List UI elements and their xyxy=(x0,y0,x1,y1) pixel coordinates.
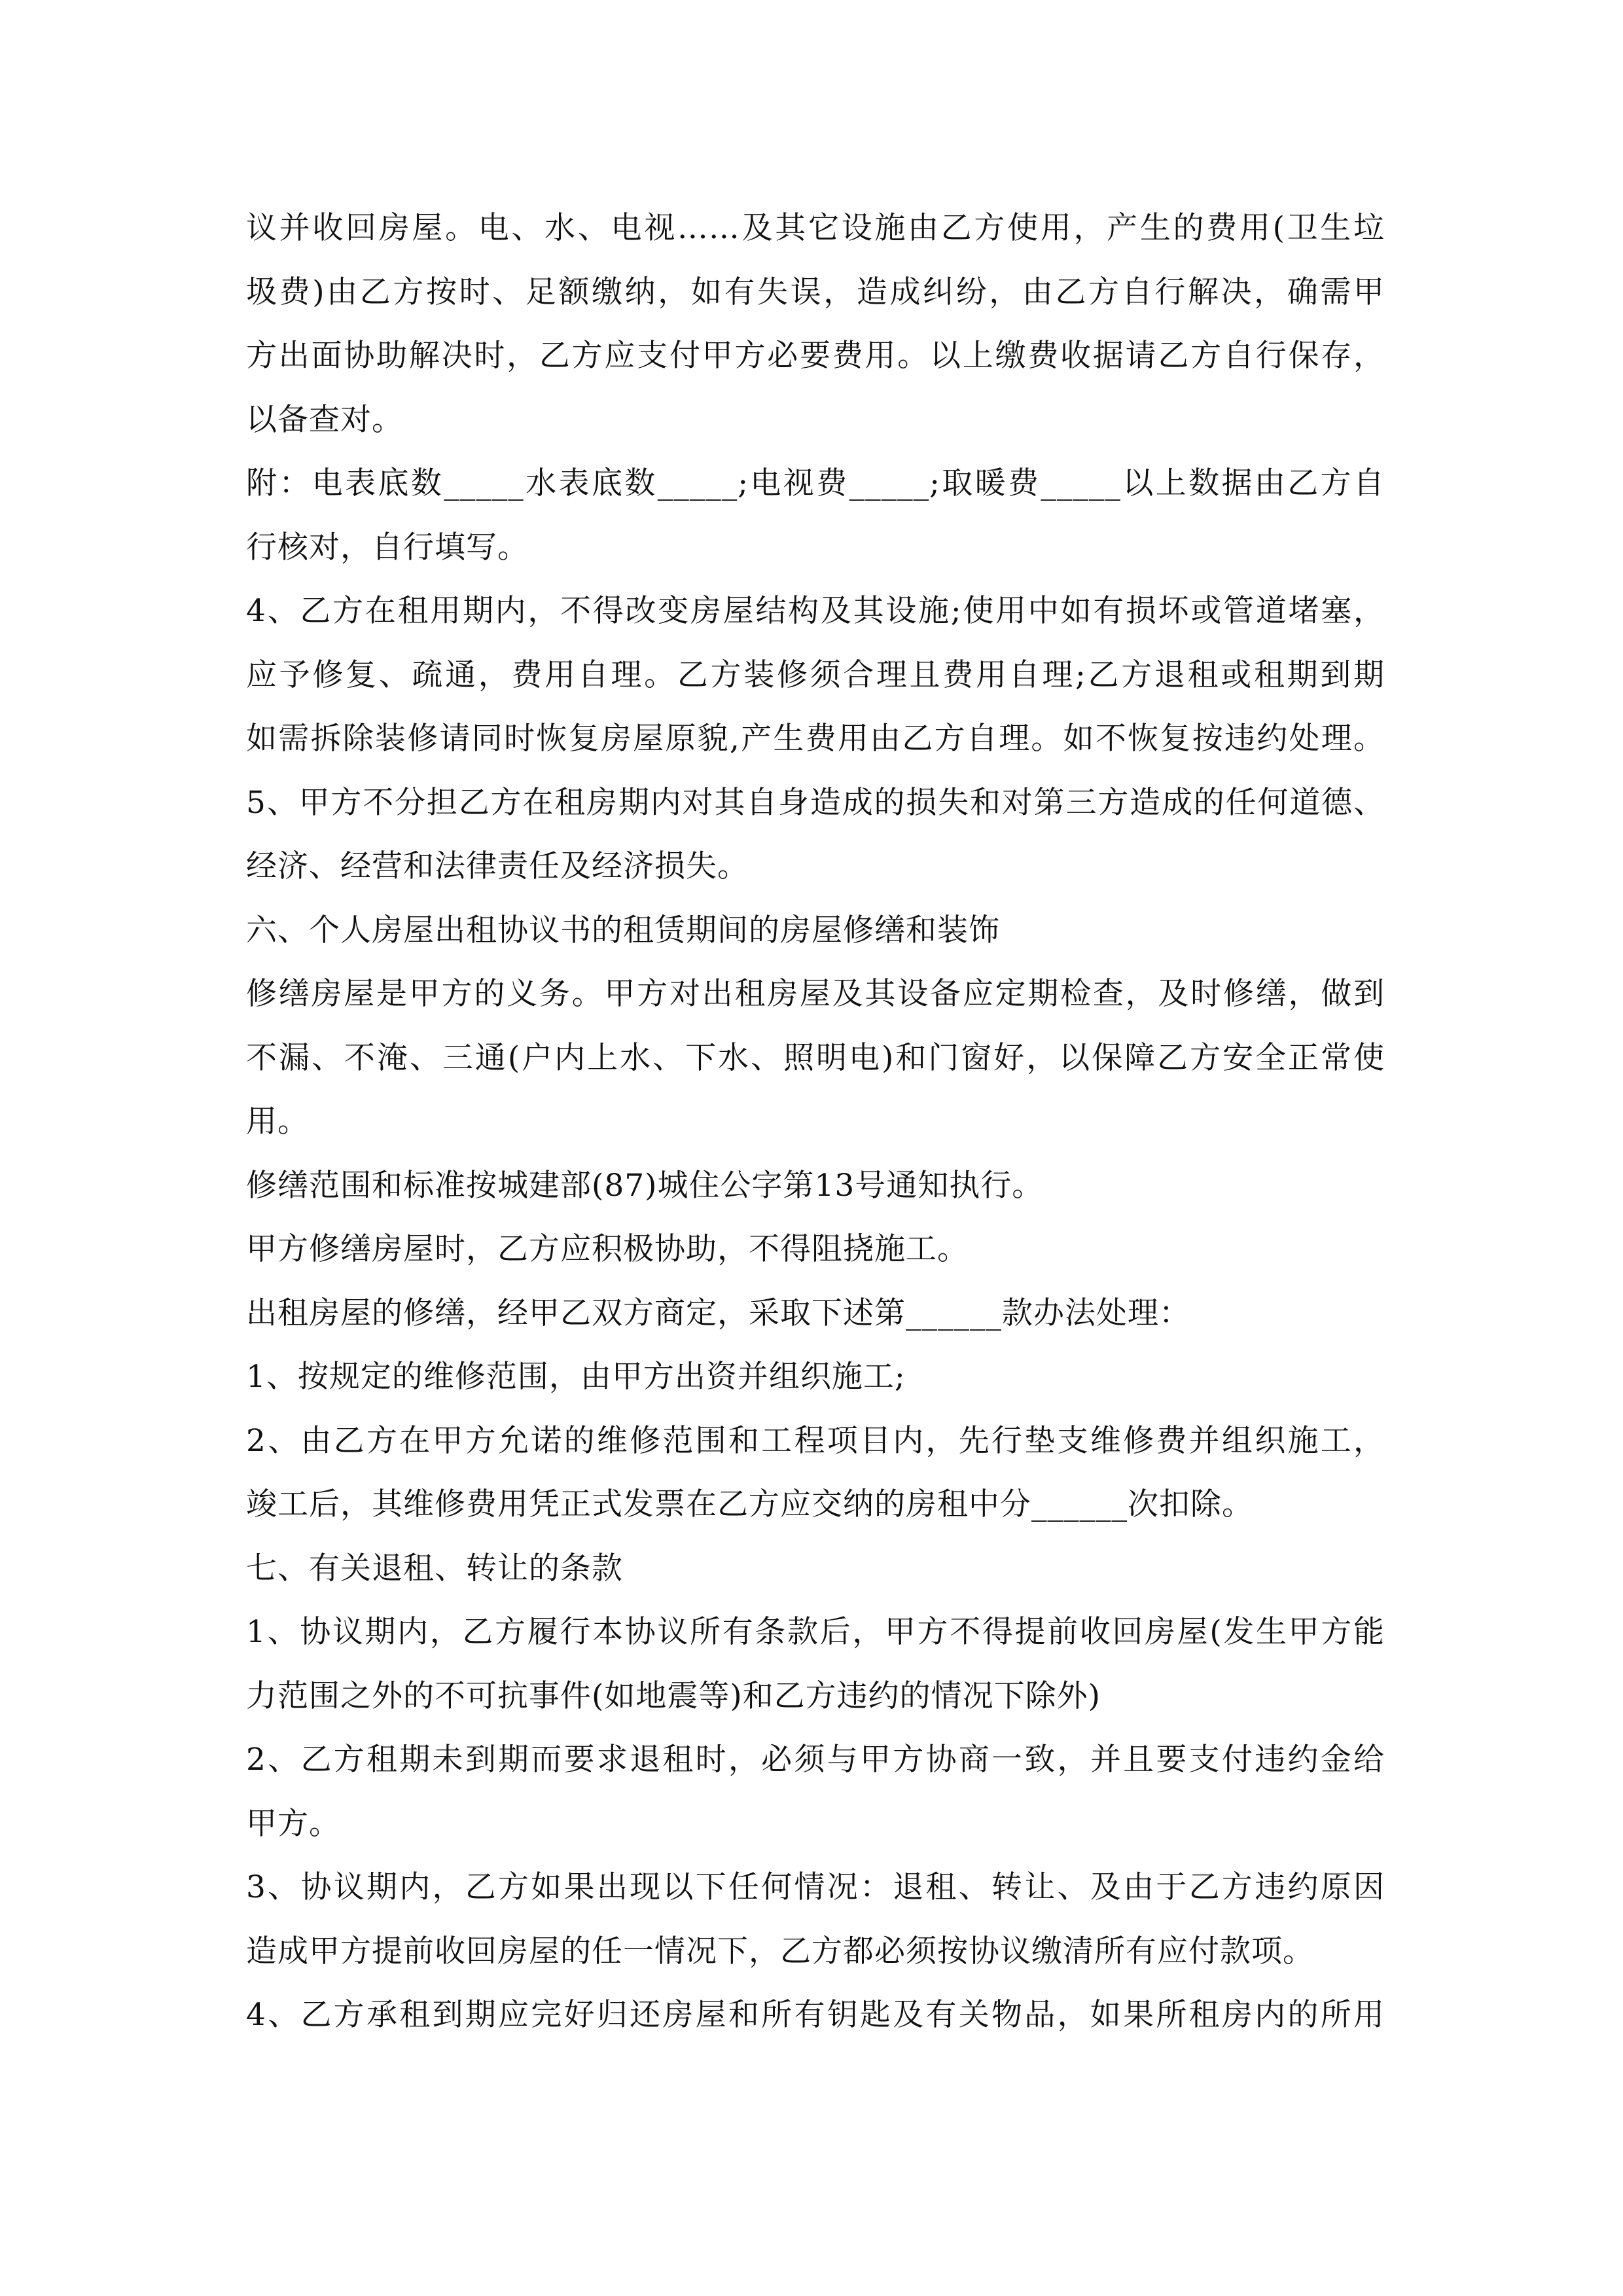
text-line: 方出面协助解决时，乙方应支付甲方必要费用。以上缴费收据请乙方自行保存， xyxy=(246,338,1385,374)
text-line: 修缮房屋是甲方的义务。甲方对出租房屋及其设备应定期检查，及时修缮，做到 xyxy=(246,976,1385,1012)
text-line: 应予修复、疏通，费用自理。乙方装修须合理且费用自理;乙方退租或租期到期 xyxy=(246,656,1385,693)
document-page xyxy=(246,196,1385,2047)
text-line: 以备查对。 xyxy=(246,401,403,438)
text-line: 造成甲方提前收回房屋的任一情况下，乙方都必须按协议缴清所有应付款项。 xyxy=(246,1933,1314,1969)
text-line: 1、按规定的维修范围，由甲方出资并组织施工; xyxy=(246,1359,906,1395)
text-line: 3、协议期内，乙方如果出现以下任何情况：退租、转让、及由于乙方违约原因 xyxy=(246,1869,1385,1905)
text-line: 用。 xyxy=(246,1103,309,1139)
text-line: 4、乙方承租到期应完好归还房屋和所有钥匙及有关物品，如果所租房内的所用 xyxy=(246,1997,1385,2033)
text-line: 1、协议期内，乙方履行本协议所有条款后，甲方不得提前收回房屋(发生甲方能 xyxy=(246,1614,1385,1650)
text-line: 2、由乙方在甲方允诺的维修范围和工程项目内，先行垫支维修费并组织施工， xyxy=(246,1422,1385,1459)
text-line: 行核对，自行填写。 xyxy=(246,529,529,565)
text-line: 5、甲方不分担乙方在租房期内对其自身造成的损失和对第三方造成的任何道德、 xyxy=(246,784,1385,821)
text-line: 附：电表底数_____水表底数_____;电视费_____;取暖费_____以上数据由乙方自 xyxy=(246,465,1385,501)
text-line: 2、乙方租期未到期而要求退租时，必须与甲方协商一致，并且要支付违约金给 xyxy=(246,1742,1385,1778)
text-line: 甲方修缮房屋时，乙方应积极协助，不得阻挠施工。 xyxy=(246,1231,969,1267)
text-line: 4、乙方在租用期内，不得改变房屋结构及其设施;使用中如有损坏或管道堵塞， xyxy=(246,593,1385,629)
text-line: 出租房屋的修缮，经甲乙双方商定，采取下述第______款办法处理： xyxy=(246,1295,1190,1331)
text-line: 议并收回房屋。电、水、电视……及其它设施由乙方使用，产生的费用(卫生垃 xyxy=(246,210,1385,246)
text-line: 如需拆除装修请同时恢复房屋原貌,产生费用由乙方自理。如不恢复按违约处理。 xyxy=(246,721,1385,757)
section-heading: 六、个人房屋出租协议书的租赁期间的房屋修缮和装饰 xyxy=(246,912,1000,948)
section-heading: 七、有关退租、转让的条款 xyxy=(246,1550,623,1587)
text-line: 甲方。 xyxy=(246,1805,340,1842)
text-line: 不漏、不淹、三通(户内上水、下水、照明电)和门窗好，以保障乙方安全正常使 xyxy=(246,1039,1385,1076)
text-line: 经济、经营和法律责任及经济损失。 xyxy=(246,848,749,884)
text-line: 圾费)由乙方按时、足额缴纳，如有失误，造成纠纷，由乙方自行解决，确需甲 xyxy=(246,274,1385,310)
text-line: 修缮范围和标准按城建部(87)城住公字第13号通知执行。 xyxy=(246,1167,1044,1204)
text-line: 竣工后，其维修费用凭正式发票在乙方应交纳的房租中分______次扣除。 xyxy=(246,1486,1253,1522)
text-line: 力范围之外的不可抗事件(如地震等)和乙方违约的情况下除外) xyxy=(246,1677,1101,1714)
